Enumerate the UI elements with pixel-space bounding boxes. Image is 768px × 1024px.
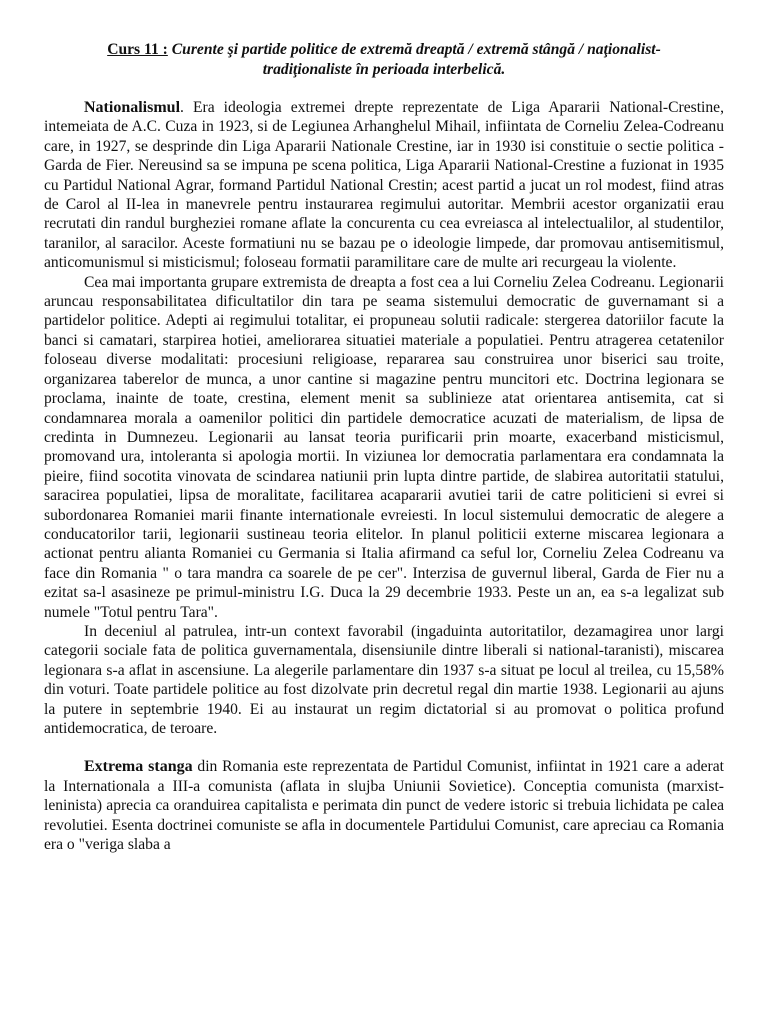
course-heading	[44, 40, 724, 80]
paragraph-text: In deceniul al patrulea, intr-un context favorabil (ingaduinta autoritatilor, dezamagirea unor largi categorii sociale fata de politica guvernamentala, disensiunile dintre liberali si national-taranisti), miscarea legionara s-a aflat in ascensiune. La alegerile parlamentare din 1937 s-a situat pe locul al treilea, cu 15,58% din voturi. Toate partidele politice au fost dizolvate prin decretul regal din martie 1938. Legionarii au ajuns la putere in septembrie 1940. Ei au instaurat un regim dictatorial si au promovat o politica profund antidemocratica, de teroare.	[44, 622, 724, 737]
term-extreme-left: Extrema stanga	[84, 758, 193, 776]
course-title-line1: Curente şi partide politice de extremă dreaptă / extremă stângă / naţionalist-	[171, 41, 661, 58]
section-spacer	[44, 738, 724, 757]
paragraph-extreme-left	[44, 757, 724, 854]
document-page	[44, 40, 724, 854]
paragraph-text: Cea mai importanta grupare extremista de dreapta a fost cea a lui Corneliu Zelea Codreanu. Legionarii aruncau responsabilitatea dificultatilor din tara pe seama sistemului democratic de guvernamant si a partidelor politice. Adepti ai regimului totalitar, ei propuneau solutii radicale: stergerea datoriilor facute la banci si camatari, starpirea hotiei, ameliorarea situatiei materiale a populatiei. Pentru atragerea cetatenilor foloseau diverse modalitati: procesiuni religioase, repararea sau construirea unor biserici sau troite, organizarea taberelor de munca, a unor cantine si magazine pentru muncitori etc. Doctrina legionara se proclama, inainte de toate, crestina, element menit sa sublinieze atat orientarea antisemita, cat si condamnarea morala a oamenilor politici din partidele democratice acuzati de materialism, de lipsa de credinta in Dumnezeu. Legionarii au lansat teoria purificarii prin moarte, exacerband misticismul, promovand ura, intoleranta si apologia mortii. In viziunea lor democratia parlamentara era condamnata la pieire, fiind socotita vinovata de scindarea natiunii prin lupta dintre partide, de slabirea autoritatii statului, saracirea populatiei, lipsa de moralitate, facilitarea acapararii avutiei tarii de catre politicieni si evrei si subordonarea Romaniei marii finante internationale evreiesti. In locul sistemului democratic de alegere a conducatorilor tarii, legionarii sustineau teoria elitelor. In planul politicii externe miscarea legionara a actionat pentru alianta Romaniei cu Germania si Italia afirmand ca seful lor, Corneliu Zelea Codreanu va face din Romania " o tara mandra ca soarele de pe cer". Interzisa de guvernul liberal, Garda de Fier nu a ezitat sa-l asasineze pe primul-ministru I.G. Duca la 29 decembrie 1933. Peste un an, ea s-a legalizat sub numele "Totul pentru Tara".	[44, 273, 724, 621]
course-title-line2: tradiţionaliste în perioada interbelică.	[262, 61, 506, 78]
paragraph-nationalism	[44, 98, 724, 273]
paragraph-codreanu	[44, 273, 724, 622]
term-nationalism: Nationalismul	[84, 99, 181, 116]
paragraph-text: . Era ideologia extremei drepte reprezentate de Liga Apararii National-Crestine, intemeiata de A.C. Cuza in 1923, si de Legiunea Arhanghelul Mihail, infiintata de Corneliu Zelea-Codreanu care, in 1927, se desprinde din Liga Apararii Nationale Crestine, iar in 1930 isi constituie o sectie politica - Garda de Fier. Nereusind sa se impuna pe scena politica, Liga Apararii National-Crestine a fuzionat in 1935 cu Partidul National Agrar, formand Partidul National Crestin; acest partid a jucat un rol modest, fiind atras de Carol al II-lea in manevrele pentru instaurarea regimului autoritar. Membrii acestor organizatii erau recrutati din randul burgheziei romane aflate la concurenta cu cea evreiasca al intelectualilor, al studentilor, taranilor, al saracilor. Aceste formatiuni nu se bazau pe o ideologie limpede, dar promovau antisemitismul, anticomunismul si misticismul; foloseau formatii paramilitare care de multe ari recurgeau la violente.	[44, 99, 724, 272]
course-number: Curs 11 :	[107, 41, 168, 58]
paragraph-text: din Romania este reprezentata de Partidul Comunist, infiintat in 1921 care a aderat la Internationala a III-a comunista (aflata in slujba Uniunii Sovietice). Conceptia comunista (marxist-leninista) aprecia ca oranduirea capitalista e perimata din punct de vedere istoric si trebuia lichidata pe calea revolutiei. Esenta doctrinei comuniste se afla in documentele Partidului Comunist, care apreciau ca Romania era o "veriga slaba a	[44, 758, 724, 854]
paragraph-ascension	[44, 622, 724, 738]
